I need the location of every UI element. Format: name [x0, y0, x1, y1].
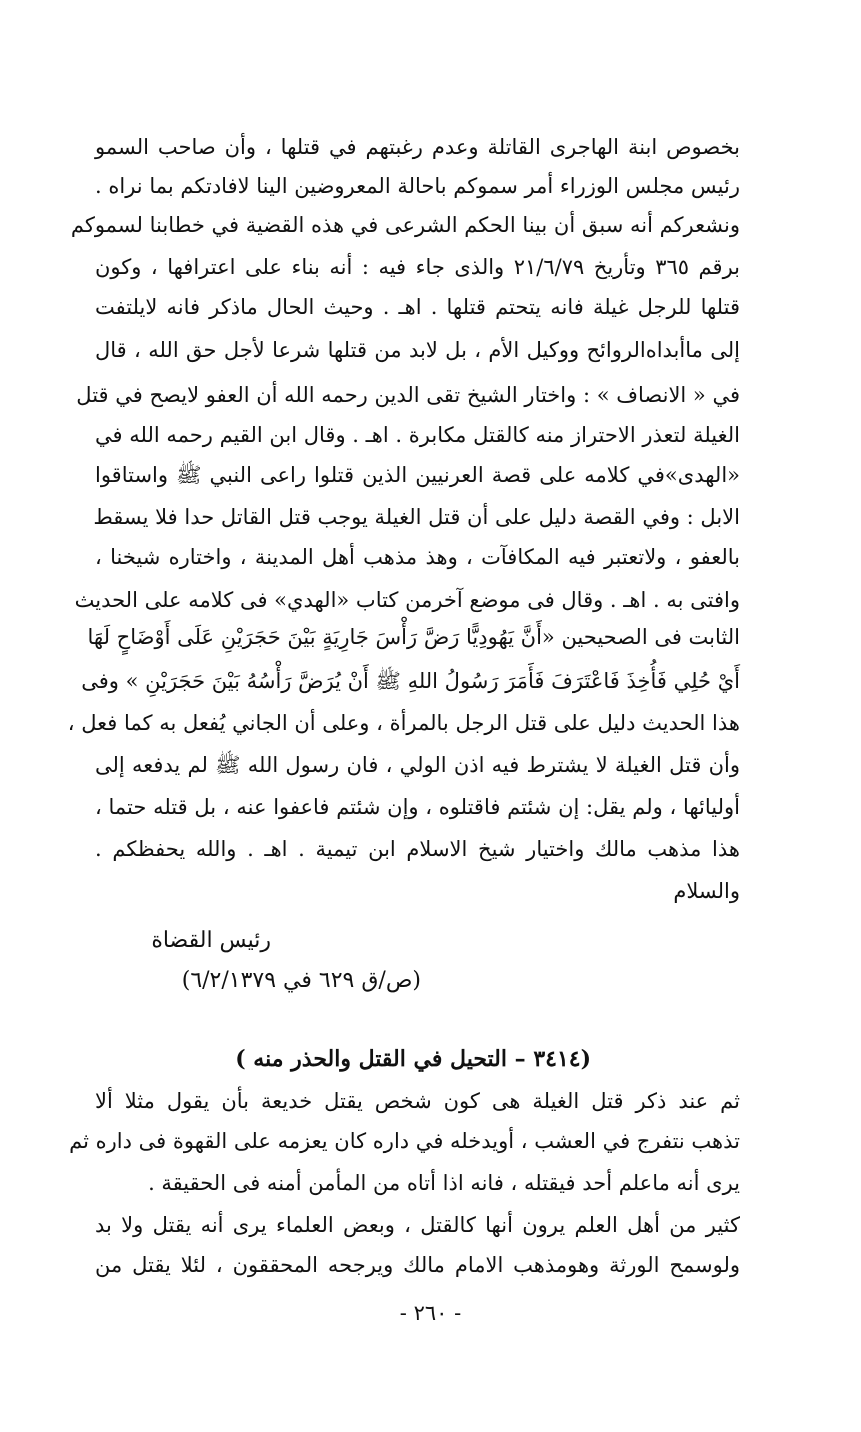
body-line: الثابت فى الصحيحين «أَنَّ يَهُودِيًّا رَضَّ رَأْسَ جَارِيَةٍ بَيْنَ حَجَرَيْنِ عَلَى أَوْضَاحٍ لَهَا: [87, 625, 740, 649]
body-line: هذا مذهب مالك واختيار شيخ الاسلام ابن تيمية . اهـ . والله يحفظكم .: [95, 837, 740, 861]
section-line: ولوسمح الورثة وهومذهب الامام مالك ويرجحه المحققون ، لئلا يقتل من: [95, 1253, 740, 1277]
signature-title: رئيس القضاة: [151, 928, 271, 953]
section-heading: (٣٤١٤ – التحيل في القتل والحذر منه ): [235, 1046, 591, 1072]
body-line: برقم ٣٦٥ وتأريخ ٢١/٦/٧٩ والذى جاء فيه : أنه بناء على اعترافها ، وكون: [95, 255, 741, 279]
body-line: رئيس مجلس الوزراء أمر سموكم باحالة المعروضين الينا لافادتكم بما نراه .: [95, 174, 740, 198]
body-line: بخصوص ابنة الهاجرى القاتلة وعدم رغبتهم في قتلها ، وأن صاحب السمو: [95, 135, 740, 159]
body-line: الغيلة لتعذر الاحتراز منه كالقتل مكابرة . اهـ . وقال ابن القيم رحمه الله في: [95, 423, 740, 447]
body-line: أَيْ حُلِي فَأُخِذَ فَاعْتَرَفَ فَأَمَرَ رَسُولُ اللهِ ﷺ أَنْ يُرَضَّ رَأْسُهُ بَيْنَ حَجَرَيْنِ » وفى: [81, 669, 740, 693]
body-line: في « الانصاف » : واختار الشيخ تقى الدين رحمه الله أن العفو لايصح في قتل: [76, 383, 740, 407]
section-line: تذهب نتفرج في العشب ، أويدخله في داره كان يعزمه على القهوة فى داره ثم: [69, 1129, 740, 1153]
body-line: وأن قتل الغيلة لا يشترط فيه اذن الولي ، فان رسول الله ﷺ لم يدفعه إلى: [95, 753, 740, 777]
page-number: - ٢٦٠ -: [399, 1301, 462, 1325]
section-line: ثم عند ذكر قتل الغيلة هى كون شخص يقتل خديعة بأن يقول مثلا ألا: [95, 1089, 740, 1113]
signature-reference: (ص/ق ٦٢٩ في ٦/٢/١٣٧٩): [181, 968, 421, 993]
body-line: «الهدى»في كلامه على قصة العرنيين الذين قتلوا راعى النبي ﷺ واستاقوا: [95, 463, 740, 487]
body-line: بالعفو ، ولاتعتبر فيه المكافآت ، وهذ مذهب أهل المدينة ، واختاره شيخنا ،: [95, 545, 740, 569]
body-line: ونشعركم أنه سبق أن بينا الحكم الشرعى في هذه القضية في خطابنا لسموكم: [70, 213, 740, 237]
body-line: قتلها للرجل غيلة فانه يتحتم قتلها . اهـ . وحيث الحال ماذكر فانه لايلتفت: [95, 295, 740, 319]
body-line: وافتى به . اهـ . وقال فى موضع آخرمن كتاب «الهدي» فى كلامه على الحديث: [74, 588, 740, 612]
body-line: أوليائها ، ولم يقل: إن شئتم فاقتلوه ، وإن شئتم فاعفوا عنه ، بل قتله حتما ،: [95, 795, 740, 819]
section-line: كثير من أهل العلم يرون أنها كالقتل ، وبعض العلماء يرى أنه يقتل ولا بد: [95, 1213, 740, 1237]
body-line: إلى ماأبداه‌الروائح ووكيل الأم ، بل لابد من قتلها شرعا لأجل حق الله ، قال: [95, 338, 740, 362]
section-line: يرى أنه ماعلم أحد فيقتله ، فانه اذا أتاه من المأمن أمنه فى الحقيقة .: [148, 1171, 740, 1195]
body-line: والسلام: [673, 879, 740, 903]
body-line: هذا الحديث دليل على قتل الرجل بالمرأة ، وعلى أن الجاني يُفعل به كما فعل ،: [67, 711, 740, 735]
body-line: الابل : وفي القصة دليل على أن قتل الغيلة يوجب قتل القاتل حدا فلا يسقط: [93, 505, 740, 529]
